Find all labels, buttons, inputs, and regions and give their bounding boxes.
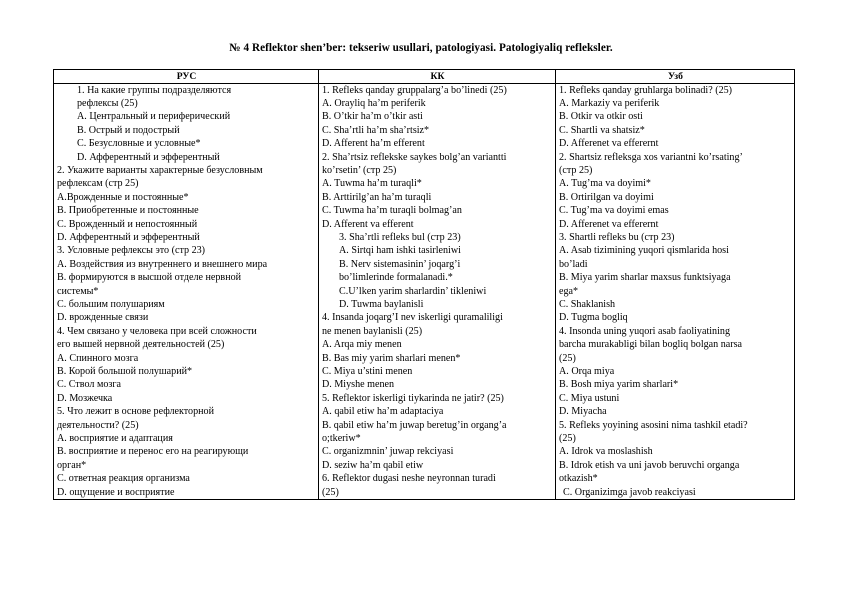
text-line: 5. Refleks yoyining asosini nima tashkil etadi? <box>559 419 748 431</box>
table-body-row <box>54 83 795 500</box>
text-line: D. Мозжечка <box>57 392 113 404</box>
text-line: A. Arqa miy menen <box>322 339 402 351</box>
text-line: D. Tugma bogliq <box>559 312 628 324</box>
text-line: D. seziw ha’m qabil etiw <box>322 459 424 471</box>
text-line: bo’ladi <box>559 258 588 270</box>
text-line: D. ощущение и восприятие <box>57 486 175 498</box>
text-line: bo’limlerinde formalanadi.* <box>339 272 453 284</box>
text-line: o;tkeriw* <box>322 433 361 445</box>
text-line: C.U’lken yarim sharlardin’ tikleniwi <box>339 285 487 297</box>
text-line: C. Miya ustuni <box>559 392 620 404</box>
text-line: A. Idrok va moslashish <box>559 446 653 458</box>
column-cell-uzb <box>556 83 795 500</box>
text-line: деятельности? (25) <box>57 419 139 431</box>
text-line: A. Markaziy va periferik <box>559 97 660 109</box>
text-line: В. Острый и подострый <box>77 124 180 136</box>
text-line: 6. Reflektor dugasi neshe neyronnan turadi <box>322 473 496 485</box>
text-line: D. Miyacha <box>559 406 607 418</box>
table-header-row <box>54 70 795 84</box>
text-line: C. Miya u’stini menen <box>322 366 413 378</box>
text-line: C. Tug’ma va doyimi emas <box>559 205 669 217</box>
text-line: D. Афферентный и эфферентный <box>57 231 200 243</box>
text-line: (25) <box>322 486 339 498</box>
text-line: его вышей нервной деятельностей (25) <box>57 339 225 351</box>
text-line: D. Miyshe menen <box>322 379 395 391</box>
text-line: D. Afferenet va efferernt <box>559 218 659 230</box>
text-line: 2. Sha’rtsiz reflekske saykes bolg’an variantti <box>322 151 507 163</box>
text-line: 1. Refleks qanday gruppalarg’a bo’linedi (25) <box>322 84 507 96</box>
text-line: 3. Sha’rtli refleks bul (стр 23) <box>339 231 461 243</box>
text-line: 3. Условные рефлексы это (стр 23) <box>57 245 206 257</box>
text-line: орган* <box>57 459 87 471</box>
text-line: A. Tuwma ha’m turaqli* <box>322 178 422 190</box>
text-line: D. Tuwma baylanisli <box>339 299 424 310</box>
text-line: рефлексам (стр 25) <box>57 178 139 190</box>
text-line: 4. Insanda joqarg’I nev iskerligi quramaliligi <box>322 312 503 324</box>
column-header-kk: КК <box>319 70 556 84</box>
text-line: D. Afferent ha’m efferent <box>322 138 425 150</box>
document-title: № 4 Reflektor shen’ber: tekseriw usullari, patologiyasi. Patologiyaliq refleksler. <box>229 42 613 54</box>
text-line: В. восприятие и перенос его на реагирующи <box>57 446 249 458</box>
column-cell-kk <box>319 83 556 500</box>
text-line: C. Tuwma ha’m turaqli bolmag’an <box>322 205 462 217</box>
text-line: ega* <box>559 285 579 297</box>
text-line: C. Organizimga javob reakciyasi <box>563 486 696 498</box>
text-line: D. Afferent va efferent <box>322 218 414 230</box>
text-line: А. Воздействия из внутреннего и внешнего мира <box>57 258 268 270</box>
text-line: 2. Укажите варианты характерные безусловным <box>57 164 263 176</box>
text-line: С. ответная реакция организма <box>57 473 190 485</box>
text-line: (25) <box>559 433 576 445</box>
text-line: otkazish* <box>559 473 598 485</box>
text-line: системы* <box>57 285 99 297</box>
text-line: B. Bosh miya yarim sharlari* <box>559 379 679 391</box>
column-cell-rus <box>54 83 319 500</box>
text-line: A. Sirtqi ham ishki tasirleniwi <box>339 245 461 257</box>
text-line: B. Ortirilgan va doyimi <box>559 191 654 203</box>
text-line: 1. На какие группы подразделяются <box>77 84 232 96</box>
text-line: A. qabil etiw ha’m adaptaciya <box>322 406 444 418</box>
text-line: 5. Reflektor iskerligi tiykarinda ne jatir? (25) <box>322 392 504 404</box>
text-line: barcha murakabligi bilan bogliq bolgan narsa <box>559 339 743 351</box>
text-line: С. большим полушариям <box>57 299 165 310</box>
text-line: D. Afferenet va efferernt <box>559 138 659 150</box>
text-line: C. Shaklanish <box>559 299 616 310</box>
text-line: B. Otkir va otkir osti <box>559 111 643 123</box>
text-line: 5. Что лежит в основе рефлекторной <box>57 406 215 418</box>
text-line: С. Врожденный и непостоянный <box>57 218 198 230</box>
text-line: D. Афферентный и эфферентный <box>77 151 220 163</box>
text-line: В. Приобретенные и постоянные <box>57 205 199 217</box>
text-line: 2. Shartsiz refleksga xos variantni ko’rsating’ <box>559 151 743 163</box>
text-line: B. O’tkir ha’m o’tkir asti <box>322 111 423 123</box>
text-line: C. organizmnin’ juwap rekciyasi <box>322 446 454 458</box>
text-line: 4. Чем связано у человека при всей сложности <box>57 325 257 337</box>
text-line: С. Безусловные и условные* <box>77 138 201 150</box>
text-line: ne menen baylanisli (25) <box>322 325 423 337</box>
text-line: А. восприятие и адаптация <box>57 433 173 445</box>
column-header-rus: РУС <box>54 70 319 84</box>
text-line: рефлексы (25) <box>77 97 138 109</box>
text-line: B. Idrok etish va uni javob beruvchi organga <box>559 459 740 471</box>
text-line: А.Врожденные и постоянные* <box>57 191 189 203</box>
text-line: А. Спинного мозга <box>57 352 139 364</box>
text-line: C. Sha’rtli ha’m sha’rtsiz* <box>322 124 430 136</box>
text-line: A. Asab tizimining yuqori qismlarida hosi <box>559 245 729 257</box>
text-line: С. Ствол мозга <box>57 379 122 391</box>
text-line: B. Nerv sistemasinin’ joqarg’i <box>339 258 461 270</box>
text-line: 1. Refleks qanday gruhlarga bolinadi? (25) <box>559 84 733 96</box>
text-line: В. формируются в высшой отделе нервной <box>57 272 242 284</box>
text-line: D. врожденные связи <box>57 312 149 324</box>
text-line: А. Центральный и периферический <box>77 111 231 123</box>
text-line: 4. Insonda uning yuqori asab faoliyatining <box>559 325 731 337</box>
text-line: B. Bas miy yarim sharlari menen* <box>322 352 461 364</box>
column-header-uzb: Узб <box>556 70 795 84</box>
text-line: B. Arttirilg’an ha’m turaqli <box>322 191 432 203</box>
text-line: B. qabil etiw ha’m juwap beretug’in organg’a <box>322 419 507 431</box>
text-line: C. Shartli va shatsiz* <box>559 124 645 136</box>
text-line: A. Tug’ma va doyimi* <box>559 178 651 190</box>
text-line: (25) <box>559 352 576 364</box>
text-line: ko’rsetin’ (стр 25) <box>322 164 397 176</box>
text-line: A. Orqa miya <box>559 366 615 378</box>
text-line: 3. Shartli refleks bu (стр 23) <box>559 231 675 243</box>
quiz-table <box>53 69 795 500</box>
text-line: A. Orayliq ha’m periferik <box>322 97 426 109</box>
text-line: В. Корой большой полушарий* <box>57 366 193 378</box>
text-line: B. Miya yarim sharlar maxsus funktsiyaga <box>559 272 731 284</box>
text-line: (стр 25) <box>559 164 593 176</box>
